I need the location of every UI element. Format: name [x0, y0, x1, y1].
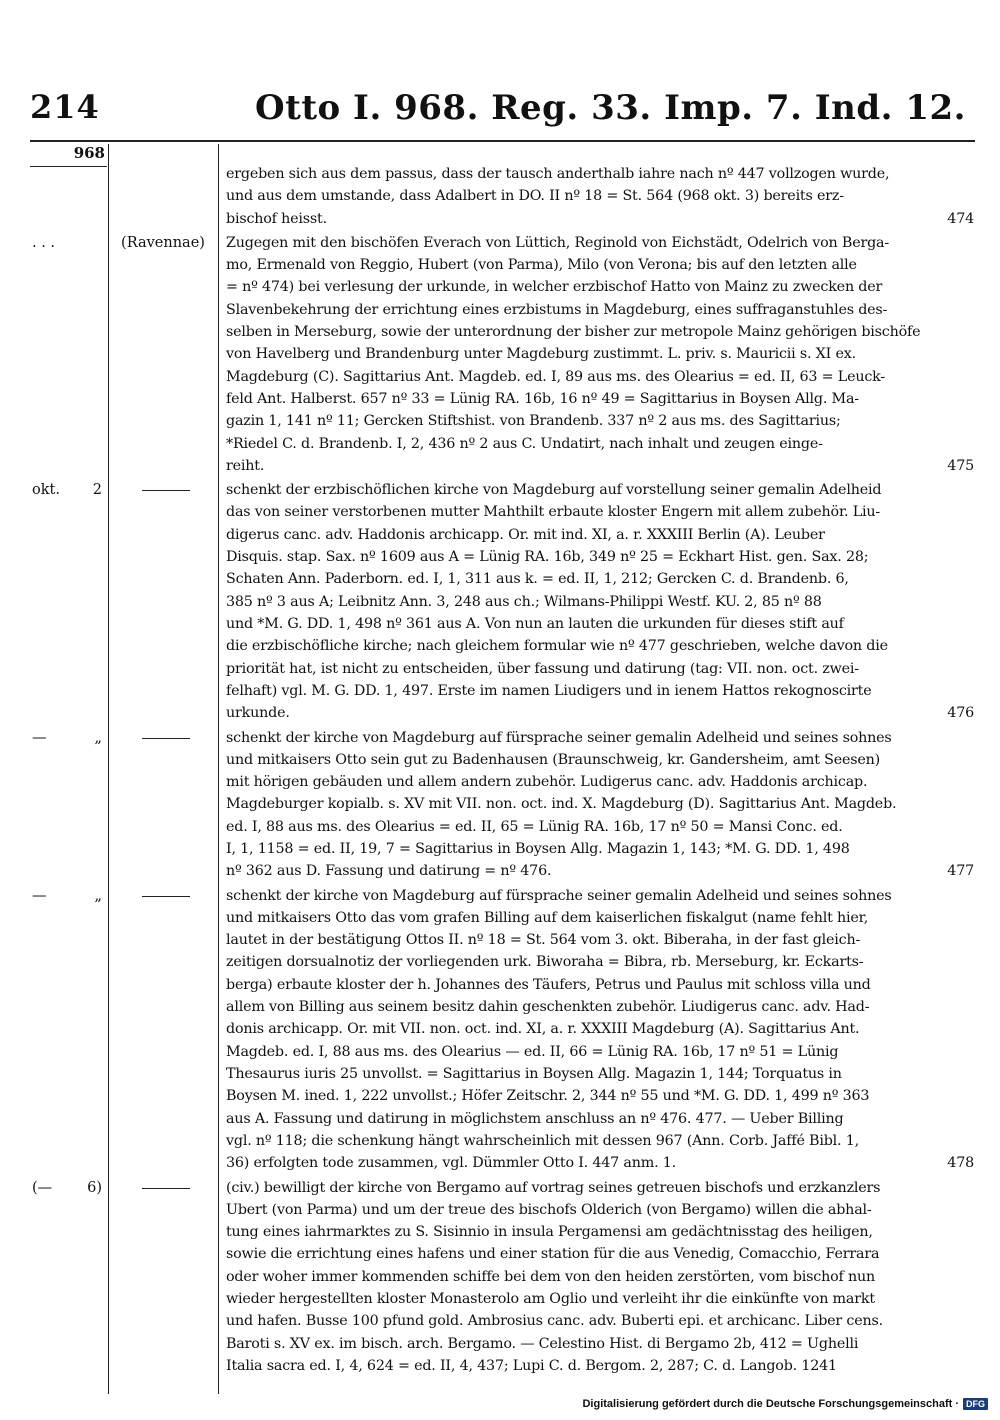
entry-text-line: priorität hat, ist nicht zu entscheiden, über fassung und datirung (tag: VII. non. oct. zwei-: [226, 660, 859, 677]
entry-text-line: die erzbischöfliche kirche; nach gleichem formular wie nº 477 geschrieben, welche davon die: [226, 638, 888, 655]
entry-text-line: selben in Merseburg, sowie der unterordnung der bisher zur metropole Mainz gehörigen bischöfe: [226, 324, 921, 341]
entry-date-month: —: [32, 729, 47, 746]
entry-text: [226, 479, 978, 724]
column-rule-right: [218, 144, 219, 1394]
place-dash: [142, 738, 190, 739]
footer: [582, 1398, 988, 1410]
entry-date: [32, 727, 102, 749]
entry-text-line: und hafen. Busse 100 pfund gold. Ambrosius canc. adv. Buberti epi. et archicanc. Liber cens.: [226, 1313, 883, 1330]
entry-text: [226, 727, 978, 883]
entry-text-line: urkunde. 476: [226, 702, 978, 724]
entry-text-line: feld Ant. Halberst. 657 nº 33 = Lünig RA. 16b, 16 nº 49 = Sagittarius in Boysen Allg. Ma-: [226, 390, 859, 407]
entry-date-month: —: [32, 887, 47, 904]
entry-text-line: Boysen M. ined. 1, 222 unvollst.; Höfer Zeitschr. 2, 344 nº 55 und *M. G. DD. 1, 499 nº 363: [226, 1088, 870, 1105]
entry-date-month: okt.: [32, 482, 60, 499]
entry-text-line: und *M. G. DD. 1, 498 nº 361 aus A. Von nun an lauten die urkunden für dieses stift auf: [226, 615, 844, 632]
entry-text-line: schenkt der kirche von Magdeburg auf fürsprache seiner gemalin Adelheid und seines sohnes: [226, 887, 892, 904]
entry-text-line: ed. I, 88 aus ms. des Olearius = ed. II, 65 = Lünig RA. 16b, 17 nº 50 = Mansi Conc. ed.: [226, 818, 843, 835]
entry-date-month: (—: [32, 1179, 53, 1196]
entry-text-line: Schaten Ann. Paderborn. ed. I, 1, 311 aus k. = ed. II, 1, 212; Gercken C. d. Brandenb. 6,: [226, 571, 849, 588]
entry-text-line: Italia sacra ed. I, 4, 624 = ed. II, 4, 437; Lupi C. d. Bergom. 2, 287; C. d. Langob. 1241: [226, 1357, 837, 1374]
regest-number: 477: [941, 860, 974, 882]
regest-number: 478: [941, 1152, 974, 1174]
entry-text: [226, 1177, 978, 1378]
entry-text-line: 36) erfolgten tode zusammen, vgl. Dümmler Otto I. 447 anm. 1. 478: [226, 1152, 978, 1174]
entry-text-line: Magdeburg (C). Sagittarius Ant. Magdeb. ed. I, 89 aus ms. des Olearius = ed. II, 63 = Leuck-: [226, 368, 886, 385]
regest-number: 474: [941, 208, 974, 230]
entry-date: [32, 479, 102, 501]
entry-text-line: und aus dem umstande, dass Adalbert in DO. II nº 18 = St. 564 (968 okt. 3) bereits erz-: [226, 188, 844, 205]
entry-date-day: „: [94, 729, 102, 746]
entry-date: [32, 232, 102, 254]
place-dash: [142, 1188, 190, 1189]
entry-text-line: Thesaurus iuris 25 unvollst. = Sagittarius in Boysen Allg. Magazin 1, 144; Torquatus in: [226, 1065, 842, 1082]
entry-text-line: felhaft) vgl. M. G. DD. 1, 497. Erste im namen Liudigers und in ienem Hattos rekognoscirte: [226, 682, 872, 699]
regest-number: 475: [941, 455, 974, 477]
entry-date-day: „: [94, 887, 102, 904]
entry-text-line: reiht. 475: [226, 455, 978, 477]
header-rule: [30, 140, 975, 142]
entry-date: [32, 1177, 102, 1199]
entry-date: [32, 885, 102, 907]
entry-text-line: schenkt der erzbischöflichen kirche von Magdeburg auf vorstellung seiner gemalin Adelheid: [226, 482, 882, 499]
entry-date-day: 6): [87, 1179, 102, 1196]
entry-text-line: mo, Ermenald von Reggio, Hubert (von Parma), Milo (von Verona; bis auf den letzten alle: [226, 257, 857, 274]
column-rule-left: [108, 144, 109, 1394]
entry-text-line: Zugegen mit den bischöfen Everach von Lüttich, Reginold von Eichstädt, Odelrich von Berga-: [226, 234, 889, 251]
entry-text-line: das von seiner verstorbenen mutter Mahthilt erbaute kloster Engern mit allem zubehör. Liu-: [226, 504, 881, 521]
entry-text-line: oder woher immer kommenden schiffe bei dem von den heiden zerstörten, vom bischof nun: [226, 1268, 875, 1285]
year-label: 968: [73, 144, 105, 162]
entry-text-line: bischof heisst. 474: [226, 208, 978, 230]
page-number: 214: [30, 88, 100, 126]
entry-text-line: aus A. Fassung und datirung in möglichstem anschluss an nº 476. 477. — Ueber Billing: [226, 1110, 844, 1127]
running-title: Otto I. 968. Reg. 33. Imp. 7. Ind. 12.: [255, 88, 966, 128]
entry-text-line: Disquis. stap. Sax. nº 1609 aus A = Lünig RA. 16b, 349 nº 25 = Eckhart Hist. gen. Sax. 28;: [226, 549, 869, 566]
entry-text-line: ergeben sich aus dem passus, dass der tausch anderthalb iahre nach nº 447 vollzogen wurde,: [226, 166, 890, 182]
dfg-logo: DFG: [963, 1398, 988, 1410]
entry-text-line: vgl. nº 118; die schenkung hängt wahrscheinlich mit dessen 967 (Ann. Corb. Jaffé Bibl. 1,: [226, 1132, 859, 1149]
entry-text-line: sowie die errichtung eines hafens und einer station für die aus Venedig, Comacchio, Ferrara: [226, 1246, 880, 1263]
entry-text-line: donis archicapp. Or. mit VII. non. oct. ind. XI, a. r. XXXIII Magdeburg (A). Sagittarius Ant.: [226, 1021, 860, 1038]
entry-text: [226, 885, 978, 1175]
entry-text-line: schenkt der kirche von Magdeburg auf fürsprache seiner gemalin Adelheid und seines sohnes: [226, 729, 892, 746]
entry-text-line: Ubert (von Parma) und um der treue des bischofs Olderich (von Bergamo) willen die abhal-: [226, 1201, 872, 1218]
entry-text-line: berga) erbaute kloster der h. Johannes des Täufers, Petrus und Paulus mit schloss villa und: [226, 976, 871, 993]
place-dash: [142, 490, 190, 491]
entry-text-line: lautet in der bestätigung Ottos II. nº 18 = St. 564 vom 3. okt. Biberaha, in der fast gleich-: [226, 932, 861, 949]
entry-place: (Ravennae): [121, 234, 205, 251]
regest-number: 476: [941, 702, 974, 724]
entry-text-line: und mitkaisers Otto sein gut zu Badenhausen (Braunschweig, kr. Gandersheim, amt Seesen): [226, 751, 881, 768]
entry-text-line: von Havelberg und Brandenburg unter Magdeburg zustimmt. L. priv. s. Mauricii s. XI ex.: [226, 346, 856, 363]
entry-text-line: gazin 1, 141 nº 11; Gercken Stiftshist. von Brandenb. 337 nº 2 aus ms. des Sagittarius;: [226, 413, 841, 430]
entry-date-month: . . .: [32, 234, 56, 251]
entry-text-line: nº 362 aus D. Fassung und datirung = nº 476. 477: [226, 860, 978, 882]
entry-text-line: Baroti s. XV ex. im bisch. arch. Bergamo. — Celestino Hist. di Bergamo 2b, 412 = Ughelli: [226, 1335, 859, 1352]
entry-text-line: I, 1, 1158 = ed. II, 19, 7 = Sagittarius in Boysen Allg. Magazin 1, 143; *M. G. DD. 1, 498: [226, 840, 850, 857]
footer-text: Digitalisierung gefördert durch die Deutsche Forschungsgemeinschaft ·: [582, 1398, 959, 1410]
entry-text-line: allem von Billing aus seinem besitz dahin geschenkten zubehör. Liudigerus canc. adv. Had-: [226, 999, 870, 1016]
year-rule: [30, 166, 107, 167]
entry-text-line: tung eines iahrmarktes zu S. Sisinnio in insula Pergamensi am gedächtnisstag des heiligen,: [226, 1224, 873, 1241]
entry-text-line: und mitkaisers Otto das vom grafen Billing auf dem kaiserlichen fiskalgut (name fehlt hier,: [226, 909, 869, 926]
entry-text-line: mit hörigen gebäuden und allem andern zubehör. Ludigerus canc. adv. Haddonis archicap.: [226, 774, 868, 791]
entry-text-line: Magdeb. ed. I, 88 aus ms. des Olearius — ed. II, 66 = Lünig RA. 16b, 17 nº 51 = Lünig: [226, 1043, 839, 1060]
entry-text-line: *Riedel C. d. Brandenb. I, 2, 436 nº 2 aus C. Undatirt, nach inhalt und zeugen einge-: [226, 435, 823, 452]
entry-date-day: 2: [92, 482, 102, 499]
entry-text-line: Magdeburger kopialb. s. XV mit VII. non. oct. ind. X. Magdeburg (D). Sagittarius Ant. Magdeb.: [226, 796, 897, 813]
entry-text-line: wieder hergestellten kloster Monasterolo am Oglio und verleiht ihr die einkünfte von markt: [226, 1290, 875, 1307]
entry-text: [226, 232, 978, 477]
entry-text-line: 385 nº 3 aus A; Leibnitz Ann. 3, 248 aus ch.; Wilmans-Philippi Westf. KU. 2, 85 nº 88: [226, 593, 822, 610]
entry-text: [226, 163, 978, 230]
entry-text-line: zeitigen dorsualnotiz der vorliegenden urk. Biworaha = Bibra, rb. Merseburg, kr. Eckarts-: [226, 954, 864, 971]
entry-text-line: (civ.) bewilligt der kirche von Bergamo auf vortrag seines getreuen bischofs und erzkanzlers: [226, 1179, 881, 1196]
place-dash: [142, 896, 190, 897]
entry-text-line: Slavenbekehrung der errichtung eines erzbistums in Magdeburg, eines suffraganstuhles des-: [226, 301, 888, 318]
entry-text-line: digerus canc. adv. Haddonis archicapp. Or. mit ind. XI, a. r. XXXIII Berlin (A). Leuber: [226, 526, 825, 543]
entry-text-line: = nº 474) bei verlesung der urkunde, in welcher erzbischof Hatto von Mainz zu zwecken der: [226, 279, 883, 296]
